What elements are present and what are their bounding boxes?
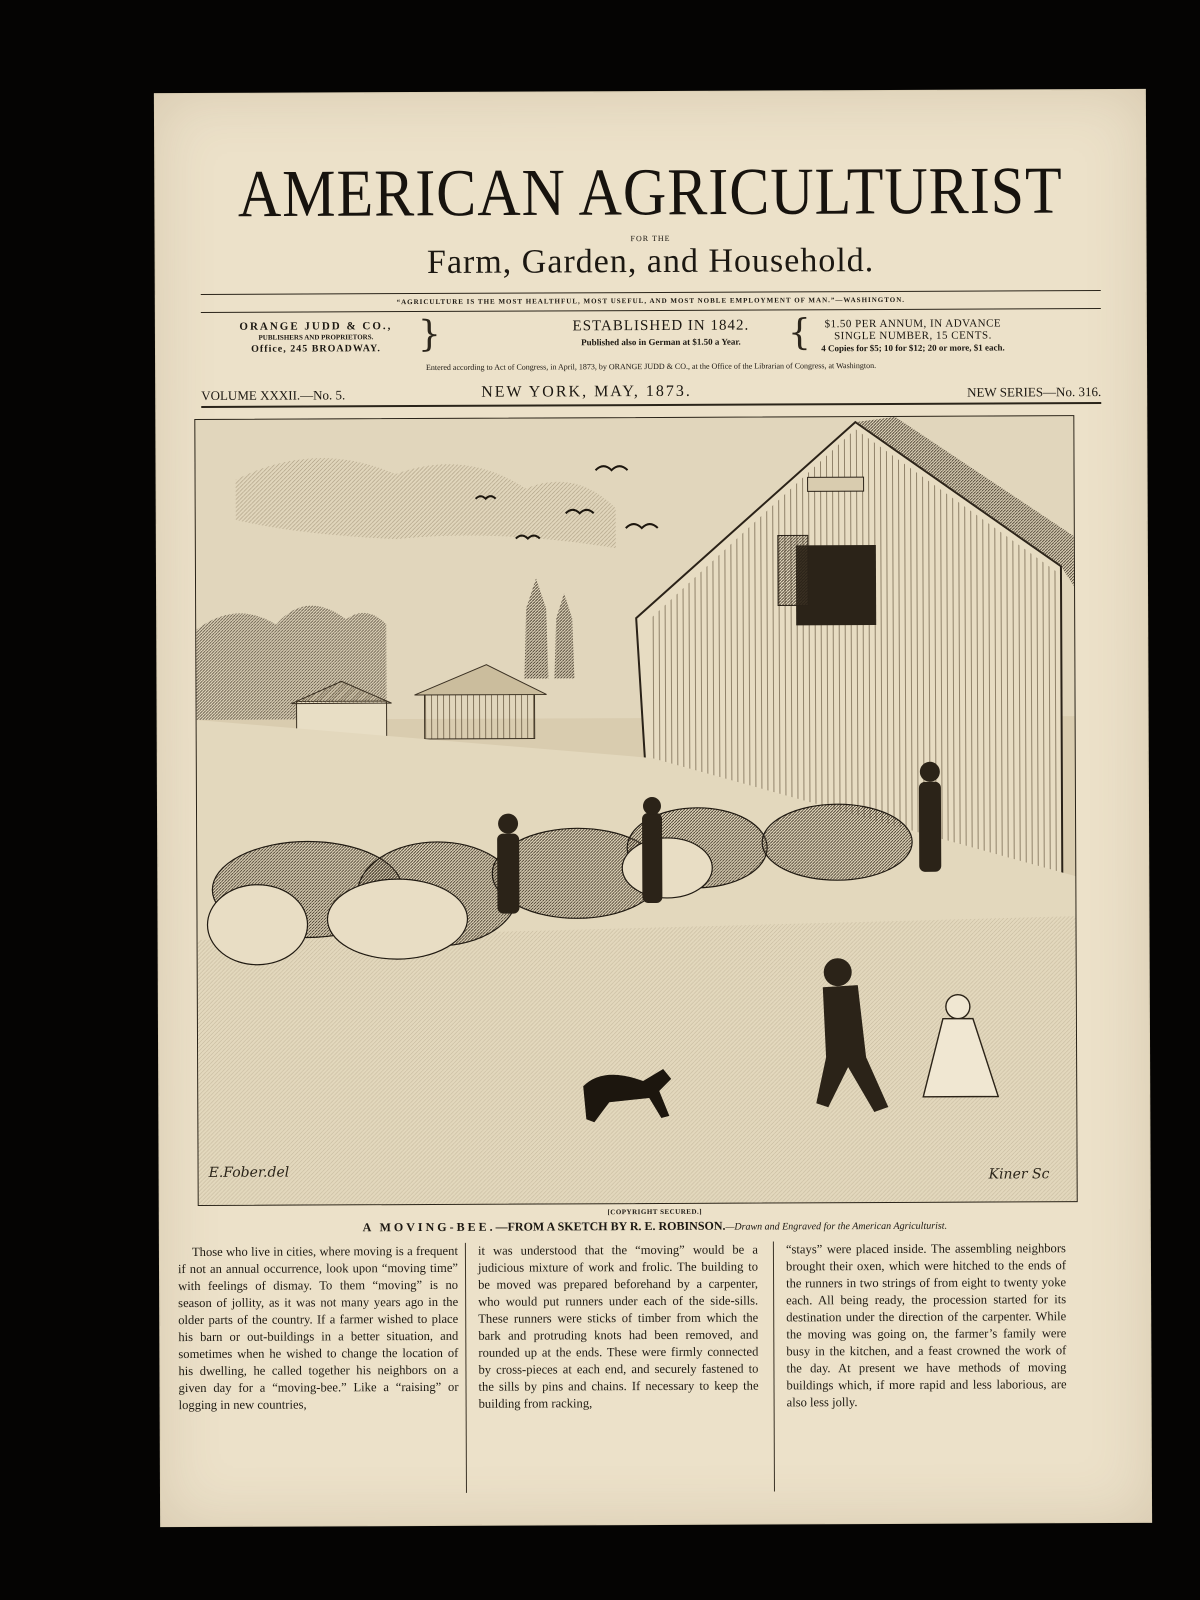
masthead-for-the: FOR THE — [630, 233, 671, 244]
german-edition-line: Published also in German at $1.50 a Year. — [581, 336, 741, 348]
article-column-1: Those who live in cities, where moving is a frequent if not an annual occurrence, look upon “moving time” with feelings of dismay. To them “moving” is no season of jollity, as it was not many years ago in the older parts of the country. If a farmer wished to place his barn or out-buildings in a better situation, and sometimes when he wished to change the location of his dwelling, he called together his neighbors on a given day for a “moving-bee.” Like a “raising” or logging in new countries, — [177, 1243, 459, 1413]
masthead-rule-top — [201, 290, 1101, 295]
engraver-signature-left: E.Fober.del — [208, 1164, 290, 1181]
masthead-rule-bottom — [201, 308, 1101, 313]
masthead-title: AMERICAN AGRICULTURIST — [237, 153, 1063, 231]
publisher-block — [196, 321, 436, 355]
column-rule — [773, 1241, 775, 1491]
publisher-office: Office, 245 BROADWAY. — [251, 343, 381, 355]
pricing-annum: $1.50 PER ANNUM, IN ADVANCE — [824, 317, 1002, 331]
issue-place-date: NEW YORK, MAY, 1873. — [481, 382, 692, 401]
brace-left: } — [417, 313, 441, 356]
caption-byline: —FROM A SKETCH BY R. E. ROBINSON. — [495, 1218, 726, 1234]
caption-credit: —Drawn and Engraved for the American Agriculturist. — [725, 1220, 948, 1233]
engraving-caption — [160, 1217, 1150, 1236]
article-column-2: it was understood that the “moving” would be a judicious mixture of work and frolic. The building to be moved was prepared beforehand by a carpenter, who would put runners under each of the side-sills. These runners were sticks of timber from which the bark and protruding knots had been removed, and rounded up at the ends. These were firmly connected by cross-pieces at each end, and securely fastened to the sills by pins and chains. If necessary to keep the building from racking, — [477, 1242, 759, 1411]
issue-bar — [201, 380, 1101, 408]
pricing-copies: 4 Copies for $5; 10 for $12; 20 or more, $1 each. — [821, 342, 1005, 354]
brace-right: { — [787, 312, 811, 354]
masthead-motto: “AGRICULTURE IS THE MOST HEALTHFUL, MOST USEFUL, AND MOST NOBLE EMPLOYMENT OF MAN.”—WASHINGTON. — [396, 295, 906, 307]
engraving-svg — [195, 416, 1076, 1205]
publisher-name: ORANGE JUDD & CO., — [239, 320, 393, 333]
series-number: NEW SERIES—No. 316. — [967, 384, 1102, 400]
entered-notice: Entered according to Act of Congress, in April, 1873, by ORANGE JUDD & CO., at the Office of the Librarian of Congress, at Washington. — [426, 361, 877, 372]
volume-number: VOLUME XXXII.—No. 5. — [201, 387, 346, 403]
newspaper-page — [155, 90, 1151, 1526]
moving-bee-engraving — [194, 415, 1077, 1206]
article-column-3: “stays” were placed inside. The assembling neighbors brought their oxen, which were hitched to the ends of the runners in two strings of from eight to twenty yoke each. All being ready, the procession started for its destination under the direction of the carpenter. While the moving was going on, the farmer’s family were busy in the kitchen, and a feast crowned the work of the day. At present we have methods of moving buildings which, if more rapid and less laborious, are also less jolly. — [785, 1241, 1067, 1410]
copyright-notice: [COPYRIGHT SECURED.] — [607, 1207, 703, 1217]
pricing-block — [787, 312, 1038, 354]
established-line: ESTABLISHED IN 1842. — [572, 317, 750, 335]
masthead-subtitle: Farm, Garden, and Household. — [426, 242, 875, 281]
publisher-role: PUBLISHERS AND PROPRIETORS. — [258, 333, 374, 342]
dovecote — [808, 477, 864, 491]
hayloft-shutter — [778, 535, 808, 605]
pricing-single: SINGLE NUMBER, 15 CENTS. — [834, 329, 992, 343]
engraver-signature-right: Kiner Sc — [988, 1166, 1050, 1183]
shed — [424, 691, 534, 739]
column-rule — [465, 1243, 467, 1493]
caption-title: A MOVING-BEE. — [362, 1219, 496, 1235]
